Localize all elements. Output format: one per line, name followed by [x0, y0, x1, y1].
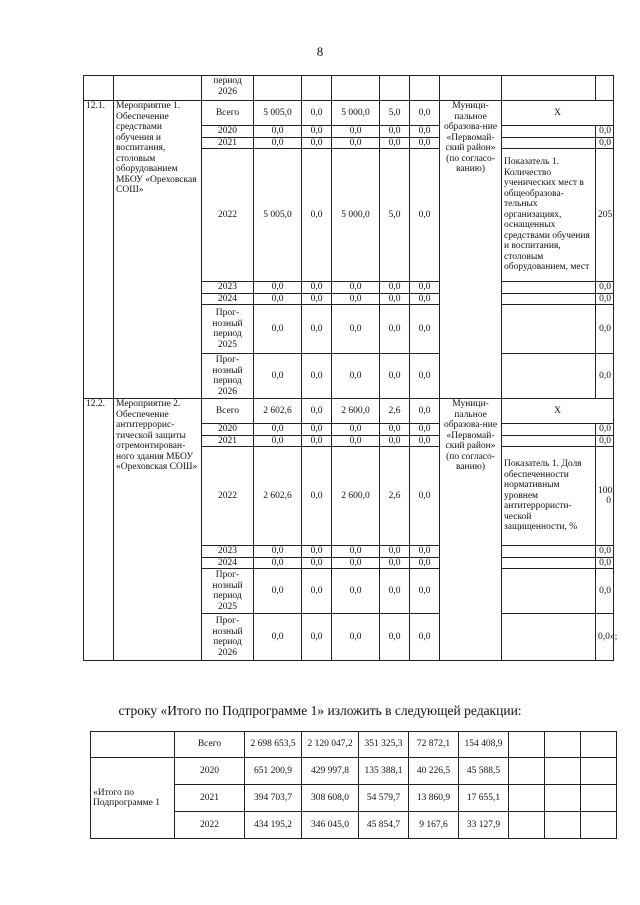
value-cell: 394 703,7: [245, 785, 302, 812]
value-cell: 0,0: [332, 424, 380, 436]
value-cell: 0,0: [302, 305, 332, 354]
empty-cell: [581, 785, 617, 812]
program-table: [83, 75, 618, 661]
value-cell: 0,0: [302, 293, 332, 305]
value-cell: 0,0: [380, 435, 410, 447]
value-cell: 2 602,6: [254, 447, 302, 546]
table-cell: [596, 76, 614, 101]
year-cell: Всего: [175, 732, 245, 758]
year-cell: Всего: [202, 399, 254, 424]
value-cell: 0,0: [410, 557, 440, 569]
value-cell: 0,0: [410, 137, 440, 149]
value-cell: 2 600,0: [332, 447, 380, 546]
year-cell: Прог-нозный период 2026: [202, 614, 254, 661]
value-cell: 5 005,0: [254, 101, 302, 126]
indicator-cell: [502, 137, 596, 149]
value-cell: 0,0: [410, 101, 440, 126]
totals-label: «Итого по Подпрограмме 1: [91, 758, 175, 839]
amendment-caption: строку «Итого по Подпрограмме 1» изложить в следующей редакции:: [118, 703, 522, 718]
value-cell: 0,0: [254, 354, 302, 399]
value-cell: 135 388,1: [359, 758, 409, 785]
value-cell: 17 655,1: [459, 785, 509, 812]
measure-row: [84, 399, 614, 424]
value-cell: 0,0: [302, 614, 332, 661]
value-cell: 5 000,0: [332, 149, 380, 282]
empty-cell: [509, 785, 545, 812]
year-cell: 2020: [202, 126, 254, 138]
year-cell: 2024: [202, 293, 254, 305]
value-cell: 0,0: [410, 282, 440, 294]
table-cell: [332, 76, 380, 101]
value-cell: 5,0: [380, 149, 410, 282]
measure-number: 12.1.: [84, 101, 114, 399]
value-cell: 45 588,5: [459, 758, 509, 785]
value-cell: 0,0: [410, 354, 440, 399]
value-cell: 72 872,1: [409, 732, 459, 758]
totals-row: [91, 758, 617, 785]
table-cell: [410, 76, 440, 101]
value-cell: 0,0: [380, 305, 410, 354]
indicator-cell: [502, 546, 596, 558]
value-cell: 0,0: [254, 614, 302, 661]
empty-cell: [545, 732, 581, 758]
value-cell: 0,0: [332, 569, 380, 614]
value-cell: 0,0: [332, 435, 380, 447]
measure-name: Мероприятие 1. Обеспечение средствами обучения и воспитания, столовым оборудованием МБОУ «Ореховская СОШ»: [114, 101, 202, 399]
totals-row: [91, 732, 617, 758]
empty-cell: [509, 758, 545, 785]
value-cell: 2 602,6: [254, 399, 302, 424]
value-cell: 0,0: [410, 435, 440, 447]
table-cell: [114, 76, 202, 101]
value-cell: 0,0: [410, 305, 440, 354]
value-cell: 0,0: [380, 126, 410, 138]
value-cell: 154 408,9: [459, 732, 509, 758]
table-cell: [84, 76, 114, 101]
value-cell: 0,0: [380, 557, 410, 569]
indicator-value: 100, 0: [596, 447, 614, 546]
value-cell: 0,0: [254, 305, 302, 354]
indicator-cell: [502, 305, 596, 354]
value-cell: 0,0: [332, 293, 380, 305]
value-cell: 308 608,0: [302, 785, 359, 812]
indicator-value: 205: [596, 149, 614, 282]
value-cell: 0,0: [302, 354, 332, 399]
value-cell: 0,0: [332, 126, 380, 138]
value-cell: 13 860,9: [409, 785, 459, 812]
executor-cell: Муници-пальное образова-ние «Первомай-ский район» (по согласо-ванию): [440, 399, 502, 661]
table-cell: [380, 76, 410, 101]
indicator-value: 0,0: [596, 305, 614, 354]
value-cell: 40 226,5: [409, 758, 459, 785]
year-cell: 2021: [175, 785, 245, 812]
indicator-cell: [502, 424, 596, 436]
indicator-cell: [502, 614, 596, 661]
value-cell: 0,0: [254, 282, 302, 294]
value-cell: 0,0: [254, 126, 302, 138]
totals-label-blank: [91, 732, 175, 758]
value-cell: 0,0: [302, 399, 332, 424]
measure-number: 12.2.: [84, 399, 114, 661]
indicator-cell: [502, 282, 596, 294]
value-cell: 33 127,9: [459, 812, 509, 839]
value-cell: 0,0: [302, 546, 332, 558]
value-cell: 2 120 047,2: [302, 732, 359, 758]
value-cell: 0,0: [332, 137, 380, 149]
value-cell: 0,0: [332, 557, 380, 569]
indicator-text: Показатель 1. Доля обеспеченности нормативным уровнем антитеррористи-ческой защищенности, %: [502, 447, 596, 546]
indicator-value: 0,0: [596, 546, 614, 558]
value-cell: 0,0: [254, 569, 302, 614]
value-cell: 0,0: [380, 293, 410, 305]
value-cell: 0,0: [254, 424, 302, 436]
totals-table: [90, 731, 617, 839]
indicator-cell: [502, 293, 596, 305]
value-cell: 0,0: [380, 614, 410, 661]
value-cell: 5,0: [380, 101, 410, 126]
measure-name: Мероприятие 2. Обеспечение антитеррорис-тической защиты отремонтирован-ного здания МБОУ «Ореховская СОШ»: [114, 399, 202, 661]
value-cell: 346 045,0: [302, 812, 359, 839]
value-cell: 0,0: [254, 293, 302, 305]
value-cell: 0,0: [410, 447, 440, 546]
indicator-value: 0,0: [596, 282, 614, 294]
value-cell: 434 195,2: [245, 812, 302, 839]
table-cell: [302, 76, 332, 101]
year-cell: 2022: [202, 447, 254, 546]
year-cell: Всего: [202, 101, 254, 126]
empty-cell: [545, 758, 581, 785]
empty-cell: [545, 785, 581, 812]
empty-cell: [581, 758, 617, 785]
value-cell: 0,0: [302, 424, 332, 436]
value-cell: 0,0: [302, 101, 332, 126]
value-cell: 0,0: [332, 282, 380, 294]
value-cell: 9 167,6: [409, 812, 459, 839]
value-cell: 0,0: [380, 424, 410, 436]
value-cell: 429 997,8: [302, 758, 359, 785]
empty-cell: [509, 732, 545, 758]
value-cell: 0,0: [332, 546, 380, 558]
year-cell: 2021: [202, 435, 254, 447]
year-cell: Прог-нозный период 2025: [202, 569, 254, 614]
value-cell: 0,0: [410, 399, 440, 424]
value-cell: 0,0: [254, 557, 302, 569]
indicator-value: 0,0: [596, 126, 614, 138]
value-cell: 351 325,3: [359, 732, 409, 758]
value-cell: 0,0: [302, 282, 332, 294]
value-cell: 45 854,7: [359, 812, 409, 839]
measure-row: [84, 101, 614, 126]
value-cell: 0,0: [410, 126, 440, 138]
value-cell: 0,0: [302, 149, 332, 282]
value-cell: 0,0: [410, 546, 440, 558]
indicator-cell: [502, 435, 596, 447]
value-cell: 2 698 653,5: [245, 732, 302, 758]
year-cell: 2023: [202, 282, 254, 294]
x-mark-cell: Х: [502, 101, 614, 126]
indicator-text: Показатель 1. Количество ученических мест в общеобразова-тельных организациях, оснащенных средствами обучения и воспитания, столовым оборудованием, мест: [502, 149, 596, 282]
year-cell: 2022: [175, 812, 245, 839]
indicator-value: 0,0: [596, 435, 614, 447]
value-cell: 0,0: [410, 569, 440, 614]
page-number: 8: [316, 44, 324, 59]
value-cell: 0,0: [380, 354, 410, 399]
value-cell: 0,0: [302, 126, 332, 138]
indicator-value: 0,0»;: [596, 614, 614, 661]
indicator-value: 0,0: [596, 557, 614, 569]
value-cell: 0,0: [254, 435, 302, 447]
value-cell: 0,0: [410, 424, 440, 436]
value-cell: 0,0: [410, 614, 440, 661]
value-cell: 0,0: [380, 546, 410, 558]
indicator-value: 0,0: [596, 424, 614, 436]
indicator-cell: [502, 126, 596, 138]
year-cell: 2020: [202, 424, 254, 436]
value-cell: 0,0: [332, 305, 380, 354]
value-cell: 54 579,7: [359, 785, 409, 812]
value-cell: 2,6: [380, 399, 410, 424]
empty-cell: [581, 812, 617, 839]
year-cell: 2022: [202, 149, 254, 282]
value-cell: 2,6: [380, 447, 410, 546]
value-cell: 651 200,9: [245, 758, 302, 785]
executor-cell: Муници-пальное образова-ние «Первомай-ский район» (по согласо-ванию): [440, 101, 502, 399]
value-cell: 5 000,0: [332, 101, 380, 126]
value-cell: 0,0: [380, 569, 410, 614]
value-cell: 0,0: [410, 149, 440, 282]
value-cell: 0,0: [380, 137, 410, 149]
carryover-row: [84, 76, 614, 101]
x-mark-cell: Х: [502, 399, 614, 424]
table-cell: [254, 76, 302, 101]
empty-cell: [581, 732, 617, 758]
value-cell: 0,0: [302, 435, 332, 447]
indicator-value: 0,0: [596, 354, 614, 399]
value-cell: 0,0: [302, 137, 332, 149]
value-cell: 0,0: [332, 354, 380, 399]
value-cell: 5 005,0: [254, 149, 302, 282]
year-cell: Прог-нозный период 2026: [202, 354, 254, 399]
empty-cell: [509, 812, 545, 839]
year-cell: Прог-нозный период 2025: [202, 305, 254, 354]
year-cell: 2024: [202, 557, 254, 569]
indicator-cell: [502, 354, 596, 399]
indicator-value: 0,0: [596, 137, 614, 149]
year-cell: 2020: [175, 758, 245, 785]
value-cell: 0,0: [410, 293, 440, 305]
value-cell: 2 600,0: [332, 399, 380, 424]
value-cell: 0,0: [302, 447, 332, 546]
year-cell: 2021: [202, 137, 254, 149]
value-cell: 0,0: [332, 614, 380, 661]
value-cell: 0,0: [254, 546, 302, 558]
value-cell: 0,0: [254, 137, 302, 149]
year-cell: период 2026: [202, 76, 254, 101]
indicator-value: 0,0: [596, 293, 614, 305]
value-cell: 0,0: [302, 557, 332, 569]
empty-cell: [545, 812, 581, 839]
table-cell: [440, 76, 502, 101]
indicator-value: 0,0: [596, 569, 614, 614]
indicator-cell: [502, 557, 596, 569]
indicator-cell: [502, 569, 596, 614]
value-cell: 0,0: [302, 569, 332, 614]
value-cell: 0,0: [380, 282, 410, 294]
table-cell: [502, 76, 596, 101]
year-cell: 2023: [202, 546, 254, 558]
